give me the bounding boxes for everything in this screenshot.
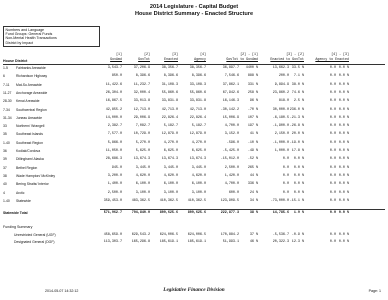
cell-v1: 1,400.0: [107, 182, 122, 187]
district-name: Arctic: [16, 190, 25, 195]
district-code: 36: [3, 149, 7, 153]
legend-line: District by Impact: [5, 40, 34, 45]
cell-v2: 33,013.8: [133, 99, 150, 104]
cell-d2p: 0.0 %: [293, 182, 304, 187]
report-title: 2014 Legislature - Capital Budget: [149, 4, 239, 10]
legend-line: Fund Groups: General Funds: [5, 31, 53, 36]
cell-d2: 0.0: [282, 190, 289, 195]
district-name: Northern/ Wrangell: [16, 124, 45, 129]
cell-v2: 10,729.0: [133, 132, 150, 137]
cell-d1: 37,862.1: [222, 82, 239, 87]
cell-v1: 359,453.0: [103, 198, 122, 203]
cell-v1: 14,000.0: [105, 115, 122, 120]
cell-d2p: 12.3 %: [291, 240, 304, 244]
table-row: [0, 141, 388, 146]
cell-d2p: 0.0 %: [293, 190, 304, 195]
cell-d3p: 0.0 %: [338, 198, 349, 203]
funding-heading: Funding Summary: [3, 225, 33, 229]
cell-d2p: 236.0 %: [289, 107, 304, 112]
cell-d1: 7,546.6: [224, 74, 239, 79]
cell-v1: 11,422.6: [105, 82, 122, 87]
cell-d3p: 0.0 %: [338, 66, 349, 70]
district-code: 37: [3, 165, 7, 170]
cell-d1: -30,142.2: [220, 107, 239, 112]
cell-d1: 4,700.0: [224, 124, 239, 129]
cell-d2p: -26.8 %: [289, 124, 304, 129]
cell-v3: 38,356.7: [161, 66, 178, 70]
cell-d3p: 0.0 %: [338, 107, 349, 112]
cell-v2: 29,006.9: [133, 115, 150, 120]
district-name: Bethel Region: [16, 165, 38, 170]
cell-d2: 20,322.3: [272, 240, 289, 244]
district-code: 1-5: [3, 66, 8, 70]
cell-d2p: -15.1 %: [289, 198, 304, 203]
cell-d3: 0.0: [329, 165, 336, 170]
cell-d3: 0.0: [329, 173, 336, 178]
cell-v1: 7,577.0: [107, 132, 122, 137]
table-row: [0, 132, 388, 137]
district-code: 4: [3, 190, 5, 195]
cell-d1p: -49 %: [247, 149, 258, 153]
district-name: Mat-Su Areawide: [16, 82, 42, 87]
cell-v3: 624,006.5: [159, 233, 178, 237]
table-row: [0, 66, 388, 71]
cell-d2: 23,860.2: [272, 90, 289, 95]
district-code: 39: [3, 157, 7, 162]
column-label: Enacted to GovTot: [270, 56, 304, 61]
cell-v3: 6,625.0: [163, 149, 178, 153]
cell-d1: 1,420.0: [224, 173, 239, 178]
cell-d2p: -21.3 %: [289, 115, 304, 120]
cell-d1: 15,006.9: [222, 115, 239, 120]
cell-v2: 629,543.2: [131, 233, 150, 237]
column-number: [2] - [1]: [240, 52, 258, 56]
cell-d1: -596.0: [226, 140, 239, 145]
cell-d1p: 4400 %: [245, 66, 258, 70]
cell-v3: 8,396.6: [163, 74, 178, 79]
cell-d1: 600.0: [228, 190, 239, 195]
cell-d2: 1,000.0: [274, 149, 289, 153]
column-number: [4]: [200, 52, 206, 56]
district-name: Statewide Total: [3, 211, 28, 215]
legend-box: [3, 26, 100, 47]
cell-v3: 5,182.7: [163, 124, 178, 129]
total-rule: [100, 209, 385, 210]
table-row: [0, 199, 388, 204]
cell-v2: 8,396.6: [135, 74, 150, 79]
cell-v4: 8,396.6: [191, 74, 206, 79]
cell-v3: 31,108.3: [161, 82, 178, 87]
cell-v2: 11,232.7: [133, 82, 150, 87]
table-row: [0, 83, 388, 88]
cell-d2p: -19.0 %: [289, 140, 304, 145]
cell-d1p: 96 %: [249, 99, 258, 104]
cell-v1: 2,500.0: [107, 190, 122, 195]
cell-d2p: 7.1 %: [293, 74, 304, 79]
cell-v2: 794,840.0: [131, 211, 150, 215]
cell-v4: 38,356.7: [189, 66, 206, 70]
cell-v1: 3,543.7: [107, 66, 122, 70]
cell-d3: 0.0: [329, 190, 336, 195]
column-number: [3]: [172, 52, 178, 56]
cell-v4: 22,826.4: [189, 115, 206, 120]
district-code: 7-11: [3, 82, 10, 87]
district-code: 31-34: [3, 115, 12, 120]
cell-d2p: 0.0 %: [293, 157, 304, 162]
cell-d1p: 38 %: [249, 211, 258, 215]
cell-d2: 0.0: [282, 182, 289, 187]
cell-v1: 28,686.3: [105, 157, 122, 162]
cell-d2: 200.0: [278, 74, 289, 79]
cell-v4: 624,006.5: [187, 233, 206, 237]
cell-d3p: 0.0 %: [338, 149, 349, 153]
cell-v2: 165,296.8: [131, 240, 150, 244]
cell-d1p: 265 %: [247, 165, 258, 170]
cell-v4: 33,108.3: [189, 82, 206, 87]
cell-d2p: 38.0 %: [291, 82, 304, 87]
cell-d3: 0.0: [329, 82, 336, 87]
cell-d3: 0.0: [329, 99, 336, 104]
cell-v4: 42,713.0: [189, 107, 206, 112]
cell-v3: 13,674.3: [161, 157, 178, 162]
cell-d1: 67,942.6: [222, 90, 239, 95]
cell-d1p: 331 %: [247, 82, 258, 87]
cell-d2: -1,900.0: [272, 124, 289, 129]
cell-d2p: 20.0 %: [291, 132, 304, 137]
cell-v1: 5,866.0: [107, 140, 122, 145]
district-name: Richardson Highway: [16, 74, 48, 79]
cell-d2p: 1.9 %: [293, 211, 304, 215]
cell-d3: 0.0: [329, 149, 336, 153]
district-code: 6: [3, 74, 5, 79]
cell-d1: 36,897.7: [222, 66, 239, 70]
cell-v4: 185,619.1: [187, 240, 206, 244]
cell-v1: 945.0: [111, 165, 122, 170]
cell-v2: 483,362.5: [131, 198, 150, 203]
table-row: [0, 116, 388, 121]
cell-d3: 0.0: [329, 132, 336, 137]
cell-d3: 0.0: [329, 182, 336, 187]
district-code: 1-40: [3, 140, 10, 145]
footer-division: Legislative Finance Division: [163, 287, 225, 293]
district-column-label: House District: [3, 59, 28, 63]
cell-d1p: 24 %: [249, 190, 258, 195]
cell-v2: 32,000.4: [133, 90, 150, 95]
column-number: [1]: [116, 52, 122, 56]
cell-d3p: 0.0 %: [338, 132, 349, 137]
cell-d1: 4,700.0: [224, 182, 239, 187]
cell-d1: 2,500.0: [224, 165, 239, 170]
cell-d2p: 74.6 %: [291, 90, 304, 95]
district-name: Fairbanks Areawide: [16, 66, 46, 70]
cell-v3: 4,620.0: [163, 173, 178, 178]
district-code: 28-30: [3, 99, 12, 104]
cell-d3: 0.0: [329, 66, 336, 70]
cell-d1p: -70 %: [247, 107, 258, 112]
table-row: [0, 108, 388, 113]
cell-d1p: 44 %: [249, 173, 258, 178]
cell-d3: 0.0: [329, 233, 336, 237]
cell-d3p: 0.0 %: [338, 82, 349, 87]
cell-d2: 0.0: [282, 157, 289, 162]
cell-d3: 0.0: [329, 211, 336, 215]
district-code: 35: [3, 132, 7, 137]
table-row: [0, 124, 388, 129]
cell-v3: 6,100.0: [163, 182, 178, 187]
cell-d1: 16,146.3: [222, 99, 239, 104]
cell-v3: 55,860.6: [161, 90, 178, 95]
district-name: Dillingham/ Alaska: [16, 157, 44, 162]
cell-v2: 37,206.9: [133, 66, 150, 70]
table-row: [0, 99, 388, 104]
cell-d1p: -10 %: [247, 140, 258, 145]
cell-d2: 0.0: [282, 173, 289, 178]
district-name: Designated General (DGF): [14, 240, 55, 244]
cell-v3: 42,713.0: [161, 107, 178, 112]
cell-v3: 33,831.8: [161, 99, 178, 104]
district-name: Southeast Region: [16, 140, 43, 145]
cell-d2: -6,180.5: [272, 115, 289, 120]
district-name: Unrestricted General (UGF): [14, 233, 56, 237]
cell-d3: 0.0: [329, 124, 336, 129]
cell-v2: 5,625.0: [135, 149, 150, 153]
table-row: [0, 191, 388, 196]
cell-d3p: 0.0 %: [338, 115, 349, 120]
cell-d1: -15,012.0: [220, 157, 239, 162]
column-label: Enacted: [164, 56, 178, 61]
cell-d2p: 0.0 %: [293, 165, 304, 170]
district-code: 33: [3, 124, 7, 129]
cell-d2: -5,536.7: [272, 233, 289, 237]
cell-d2: 2,150.0: [274, 132, 289, 137]
district-name: Kenai Areawide: [16, 99, 40, 104]
cell-v4: 6,100.0: [191, 182, 206, 187]
cell-v3: 4,270.0: [163, 140, 178, 145]
cell-d3: 0.0: [329, 140, 336, 145]
cell-v4: 33,831.8: [189, 99, 206, 104]
district-name: Juneau Areawide: [16, 115, 43, 120]
cell-v2: 5,270.0: [135, 140, 150, 145]
cell-v3: 3,445.0: [163, 165, 178, 170]
column-label: GovAmd: [110, 56, 122, 61]
cell-d1p: 34 %: [249, 198, 258, 203]
cell-d1: 123,909.5: [220, 198, 239, 203]
column-label: GovTot: [138, 56, 150, 61]
district-code: 40: [3, 182, 7, 187]
cell-v1: 11,050.0: [105, 149, 122, 153]
cell-d2: 0.0: [282, 165, 289, 170]
cell-d3p: 0.0 %: [338, 99, 349, 104]
cell-v3: 410,362.5: [159, 198, 178, 203]
column-number: [3] - [2]: [286, 52, 304, 56]
district-name: Anchorage Areawide: [16, 90, 48, 95]
cell-d3: 0.0: [329, 115, 336, 120]
footer-page: Page: 1: [368, 289, 381, 293]
cell-v2: 6,100.0: [135, 182, 150, 187]
cell-d1p: 197 %: [247, 124, 258, 129]
legend-line: Non-Mental Health Transactions: [5, 36, 57, 41]
district-code: 7-34: [3, 107, 10, 112]
cell-v2: 7,082.7: [135, 124, 150, 129]
cell-d2p: -0.9 %: [291, 233, 304, 237]
cell-d1p: 41 %: [249, 132, 258, 137]
district-name: Southcentral Region: [16, 107, 47, 112]
cell-v2: 4,620.0: [135, 173, 150, 178]
cell-d3: 0.0: [329, 107, 336, 112]
cell-d3: 0.0: [329, 90, 336, 95]
cell-v3: 3,100.0: [163, 190, 178, 195]
column-number: [4] - [3]: [331, 52, 349, 56]
district-name: Southeast Islands: [16, 132, 43, 137]
table-row: [0, 157, 388, 162]
column-label: Agency to Enacted: [315, 56, 349, 61]
cell-d2: 13,662.3: [272, 66, 289, 70]
header-rule: [3, 64, 385, 65]
cell-v1: 26,304.0: [105, 90, 122, 95]
total-row: [0, 211, 388, 216]
column-label: Agency: [194, 56, 206, 61]
district-name: Statewide: [16, 198, 31, 203]
cell-d3: 0.0: [329, 198, 336, 203]
footer-timestamp: 2014-05-07 14:32:12: [45, 289, 79, 293]
table-row: [0, 91, 388, 96]
cell-d3p: 0.0 %: [338, 74, 349, 79]
cell-d2p: 17.8 %: [291, 149, 304, 153]
cell-d1p: 888 %: [247, 74, 258, 79]
cell-d2p: 33.5 %: [291, 66, 304, 70]
cell-v4: 55,860.6: [189, 90, 206, 95]
cell-d2: -73,000.0: [270, 198, 289, 203]
district-code: 1-40: [3, 198, 10, 203]
cell-d1p: 258 %: [247, 90, 258, 95]
cell-d2: 818.0: [278, 99, 289, 104]
cell-v4: 3,445.0: [191, 165, 206, 170]
cell-d3p: 0.0 %: [338, 240, 349, 244]
cell-d2: 9,894.9: [274, 82, 289, 87]
cell-v1: 571,962.7: [103, 211, 122, 215]
cell-v2: 13,674.3: [133, 157, 150, 162]
cell-v4: 6,625.0: [191, 149, 206, 153]
cell-v4: 5,182.7: [191, 124, 206, 129]
cell-v4: 809,625.6: [187, 211, 206, 215]
cell-d3p: 0.0 %: [338, 173, 349, 178]
district-name: Kodiak/Cordova: [16, 149, 41, 153]
funding-row: [0, 233, 388, 238]
cell-d1: 170,884.2: [220, 233, 239, 237]
cell-v2: 3,100.0: [135, 190, 150, 195]
table-row: [0, 182, 388, 187]
district-name: Wade Hampton/ McKinley: [16, 173, 56, 178]
cell-d3p: 0.0 %: [338, 140, 349, 145]
district-code: 11-27: [3, 90, 12, 95]
cell-d1p: 37 %: [249, 233, 258, 237]
cell-d1: -5,425.0: [222, 149, 239, 153]
cell-v3: 22,826.4: [161, 115, 178, 120]
cell-v4: 12,879.0: [189, 132, 206, 137]
cell-d2p: 0.0 %: [293, 173, 304, 178]
cell-v3: 809,625.6: [159, 211, 178, 215]
cell-v4: 410,362.5: [187, 198, 206, 203]
cell-v1: 458,659.0: [103, 233, 122, 237]
funding-row: [0, 240, 388, 245]
cell-d3p: 0.0 %: [338, 211, 349, 215]
table-row: [0, 174, 388, 179]
cell-d1p: 336 %: [247, 182, 258, 187]
district-code: 38: [3, 173, 7, 178]
cell-d1p: 107 %: [247, 115, 258, 120]
cell-d3: 0.0: [329, 157, 336, 162]
column-number: [2]: [144, 52, 150, 56]
cell-d2p: 2.5 %: [293, 99, 304, 104]
cell-v1: 42,855.2: [105, 107, 122, 112]
cell-d2: 14,785.6: [272, 211, 289, 215]
cell-d1: 222,877.3: [220, 211, 239, 215]
cell-v2: 3,445.0: [135, 165, 150, 170]
cell-d3p: 0.0 %: [338, 157, 349, 162]
cell-d3p: 0.0 %: [338, 124, 349, 129]
cell-v1: 2,382.7: [107, 124, 122, 129]
cell-d1: 51,993.1: [222, 240, 239, 244]
cell-v1: 850.0: [111, 74, 122, 79]
cell-v3: 185,619.1: [159, 240, 178, 244]
cell-d3: 0.0: [329, 74, 336, 79]
cell-d3: 0.0: [329, 240, 336, 244]
cell-d1p: 46 %: [249, 240, 258, 244]
legend-line: Numbers and Language: [5, 27, 45, 32]
cell-v4: 4,620.0: [191, 173, 206, 178]
cell-v4: 4,270.0: [191, 140, 206, 145]
report-subtitle: House District Summary - Enacted Structure: [134, 11, 254, 17]
cell-d3p: 0.0 %: [338, 165, 349, 170]
table-row: [0, 74, 388, 79]
cell-d1: 3,152.0: [224, 132, 239, 137]
cell-v1: 113,303.7: [103, 240, 122, 244]
cell-v2: 12,713.0: [133, 107, 150, 112]
cell-d2: 30,000.0: [272, 107, 289, 112]
district-name: Bering Straits/ Interior: [16, 182, 49, 187]
cell-d3p: 0.0 %: [338, 190, 349, 195]
table-row: [0, 166, 388, 171]
cell-d3p: 0.0 %: [338, 233, 349, 237]
cell-v1: 16,867.5: [105, 99, 122, 104]
cell-d1p: -52 %: [247, 157, 258, 162]
cell-d3p: 0.0 %: [338, 182, 349, 187]
cell-v4: 3,100.0: [191, 190, 206, 195]
cell-v4: 13,674.3: [189, 157, 206, 162]
table-row: [0, 149, 388, 154]
cell-v1: 3,200.0: [107, 173, 122, 178]
cell-d3p: 0.0 %: [338, 90, 349, 95]
column-label: GovTot to GovAmd: [226, 56, 258, 61]
cell-v3: 12,879.0: [161, 132, 178, 137]
cell-d2: -1,000.0: [272, 140, 289, 145]
